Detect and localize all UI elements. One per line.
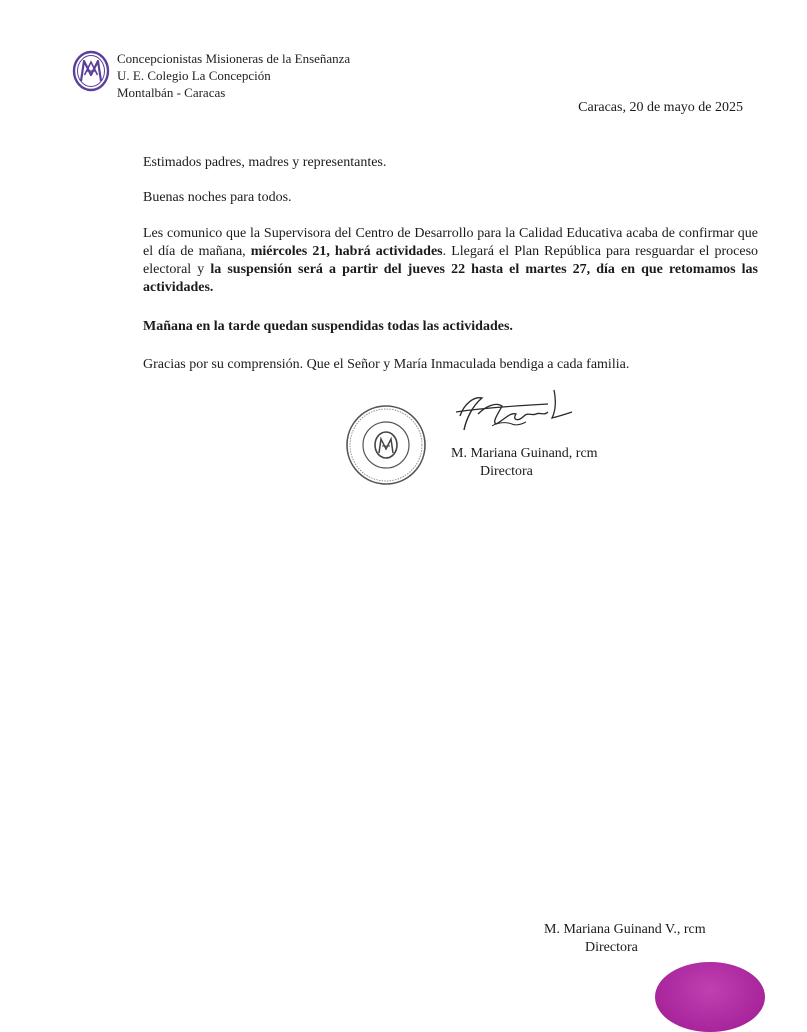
decorative-accent-shape [655,962,765,1032]
signer-title: Directora [480,464,533,479]
main-paragraph-bold1: miércoles 21, habrá actividades [250,244,443,259]
salutation: Buenas noches para todos. [143,190,292,205]
footer-signer-name: M. Mariana Guinand V., rcm [544,922,706,937]
signer-name: M. Mariana Guinand, rcm [451,446,598,461]
main-paragraph [143,225,758,297]
letterhead-location: Montalbán - Caracas [117,85,226,100]
letter-date: Caracas, 20 de mayo de 2025 [578,100,743,115]
greeting: Estimados padres, madres y representantes. [143,155,387,170]
footer-signer-title: Directora [585,940,638,955]
school-seal-icon [345,404,427,486]
main-paragraph-part1: Les comunico que la Supervisora del Centro de Desarrollo para la Calidad Educativa acaba de confirmar que el día de mañana, [143,226,758,259]
letterhead-congregation: Concepcionistas Misioneras de la Enseñanza [117,51,351,66]
letterhead-school: U. E. Colegio La Concepción [117,68,271,83]
closing-line: Gracias por su comprensión. Que el Señor y María Inmaculada bendiga a cada familia. [143,357,630,372]
congregation-logo-icon [72,50,110,92]
suspension-notice: Mañana en la tarde quedan suspendidas todas las actividades. [143,319,513,334]
handwritten-signature [452,386,580,436]
main-paragraph-part2: . Llegará el Plan República para resguardar el proceso electoral y [143,244,759,277]
main-paragraph-bold2: la suspensión será a partir del jueves 22 hasta el martes 27, día en que retomamos las actividades. [143,262,758,295]
letterhead [117,50,350,101]
